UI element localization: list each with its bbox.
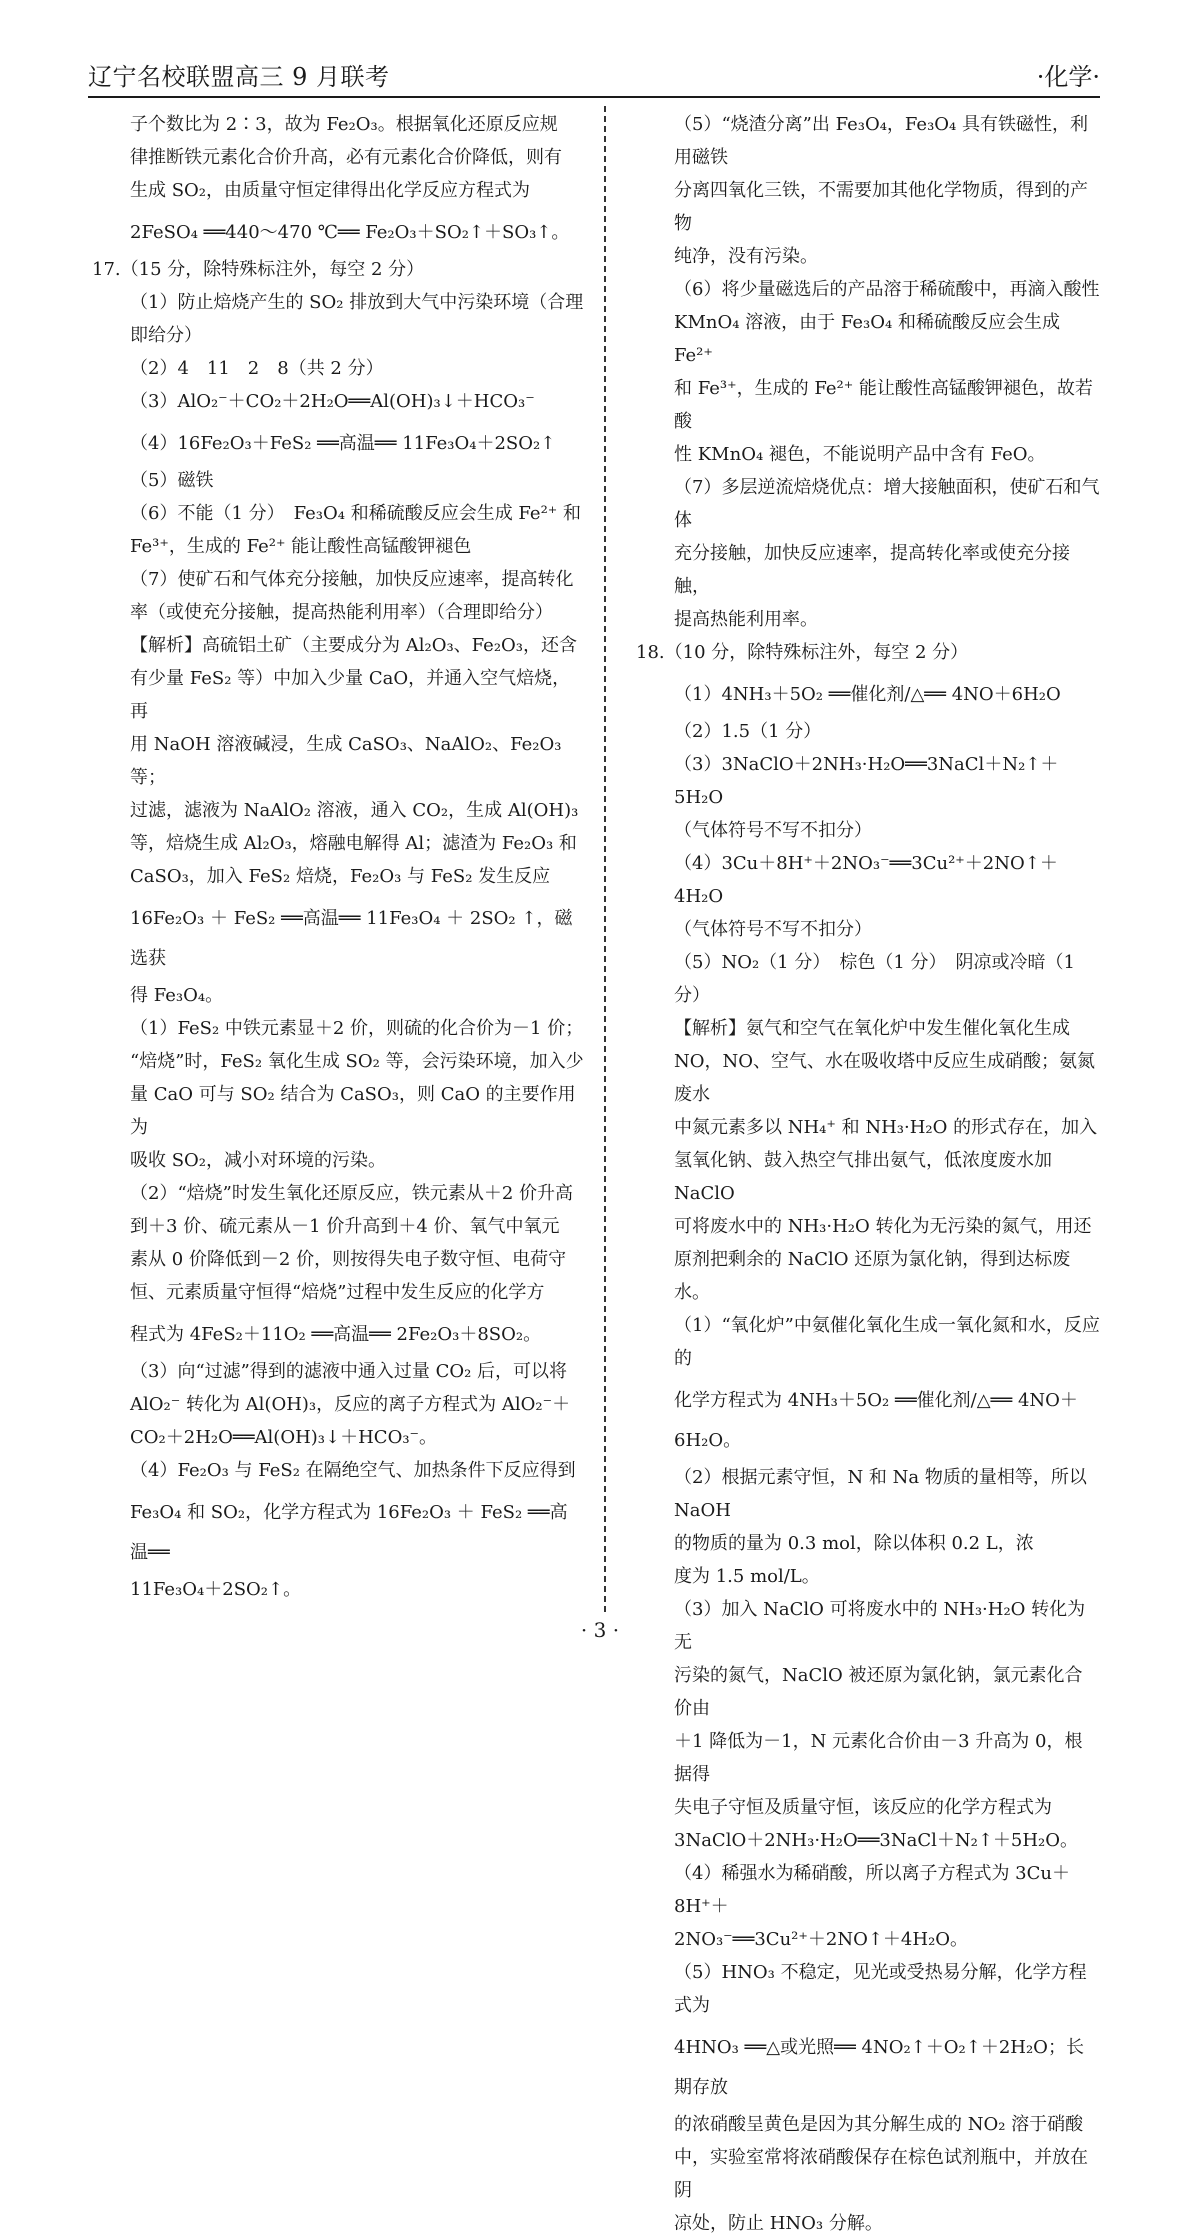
text-line: （4）3Cu＋8H⁺＋2NO₃⁻══3Cu²⁺＋2NO↑＋4H₂O — [674, 853, 1058, 907]
text-line: 【解析】高硫铝土矿（主要成分为 Al₂O₃、Fe₂O₃，还含 — [130, 635, 578, 656]
text-line: 分离四氧化三铁，不需要加其他化学物质，得到的产物 — [674, 180, 1088, 234]
text-line: 2FeSO₄ ══440～470 ℃══ Fe₂O₃＋SO₂↑＋SO₃↑。 — [130, 222, 570, 243]
text-line: 氢氧化钠、鼓入热空气排出氨气，低浓度废水加 NaClO — [674, 1150, 1052, 1204]
text-line: 性 KMnO₄ 褪色，不能说明产品中含有 FeO。 — [674, 444, 1046, 465]
text-line: 即给分） — [130, 325, 202, 346]
text-line: 凉处，防止 HNO₃ 分解。 — [674, 2213, 883, 2234]
left-column — [92, 108, 584, 1606]
header-rule — [88, 96, 1100, 98]
text-line: 11Fe₃O₄＋2SO₂↑。 — [130, 1579, 302, 1600]
text-line: 纯净，没有污染。 — [674, 246, 818, 267]
text-line: （2）4 11 2 8（共 2 分） — [130, 358, 384, 379]
text-line: （3）3NaClO＋2NH₃·H₂O══3NaCl＋N₂↑＋5H₂O — [674, 754, 1059, 808]
text-line: 化学方程式为 4NH₃＋5O₂ ══催化剂/△══ 4NO＋6H₂O。 — [674, 1390, 1078, 1451]
text-line: 率（或使充分接触，提高热能利用率）（合理即给分） — [130, 602, 553, 623]
text-line: （4）16Fe₂O₃＋FeS₂ ══高温══ 11Fe₃O₄＋2SO₂↑ — [130, 433, 556, 454]
text-line: 污染的氮气，NaClO 被还原为氯化钠，氯元素化合价由 — [674, 1665, 1083, 1719]
text-line: CO₂＋2H₂O══Al(OH)₃↓＋HCO₃⁻。 — [130, 1427, 438, 1448]
text-line: （5）HNO₃ 不稳定，见光或受热易分解，化学方程式为 — [674, 1962, 1087, 2016]
text-line: （6）不能（1 分） Fe₃O₄ 和稀硫酸反应会生成 Fe²⁺ 和 — [130, 503, 582, 524]
text-line: 量 CaO 可与 SO₂ 结合为 CaSO₃，则 CaO 的主要作用为 — [130, 1084, 576, 1138]
text-line: 素从 0 价降低到－2 价，则按得失电子数守恒、电荷守 — [130, 1249, 567, 1270]
text-line: ＋1 降低为－1，N 元素化合价由－3 升高为 0，根据得 — [674, 1731, 1083, 1785]
text-line: （6）将少量磁选后的产品溶于稀硫酸中，再滴入酸性 — [674, 279, 1100, 300]
text-line: 原剂把剩余的 NaClO 还原为氯化钠，得到达标废水。 — [674, 1249, 1071, 1303]
text-line: （1）防止焙烧产生的 SO₂ 排放到大气中污染环境（合理 — [130, 292, 584, 313]
text-line: （7）使矿石和气体充分接触，加快反应速率，提高转化 — [130, 569, 574, 590]
text-line: 充分接触，加快反应速率，提高转化率或使充分接触， — [674, 543, 1070, 597]
text-line: AlO₂⁻ 转化为 Al(OH)₃，反应的离子方程式为 AlO₂⁻＋ — [130, 1394, 571, 1415]
text-line: 3NaClO＋2NH₃·H₂O══3NaCl＋N₂↑＋5H₂O。 — [674, 1830, 1079, 1851]
text-line: 可将废水中的 NH₃·H₂O 转化为无污染的氮气，用还 — [674, 1216, 1092, 1237]
text-line: （7）多层逆流焙烧优点：增大接触面积，使矿石和气体 — [674, 477, 1100, 531]
text-line: 中氮元素多以 NH₄⁺ 和 NH₃·H₂O 的形式存在，加入 — [674, 1117, 1098, 1138]
text-line: 用 NaOH 溶液碱浸，生成 CaSO₃、NaAlO₂、Fe₂O₃ 等； — [130, 734, 562, 788]
page-header — [88, 62, 1100, 98]
text-line: （1）“氧化炉”中氨催化氧化生成一氧化氮和水，反应的 — [674, 1315, 1100, 1369]
text-line: 律推断铁元素化合价升高，必有元素化合价降低，则有 — [130, 147, 562, 168]
text-line: （2）“焙烧”时发生氧化还原反应，铁元素从＋2 价升高 — [130, 1183, 574, 1204]
text-line: 【解析】氨气和空气在氧化炉中发生催化氧化生成 — [674, 1018, 1070, 1039]
text-line: （5）“烧渣分离”出 Fe₃O₄，Fe₃O₄ 具有铁磁性，利用磁铁 — [674, 114, 1088, 168]
text-line: Fe³⁺，生成的 Fe²⁺ 能让酸性高锰酸钾褪色 — [130, 536, 472, 557]
text-line: 得 Fe₃O₄。 — [130, 985, 224, 1006]
text-line: 的浓硝酸呈黄色是因为其分解生成的 NO₂ 溶于硝酸 — [674, 2114, 1084, 2135]
column-divider — [604, 106, 606, 1612]
text-line: 到＋3 价、硫元素从－1 价升高到＋4 价、氧气中氧元 — [130, 1216, 560, 1237]
text-line: 度为 1.5 mol/L。 — [674, 1566, 820, 1587]
text-line: 的物质的量为 0.3 mol，除以体积 0.2 L，浓 — [674, 1533, 1034, 1554]
subject-label: ·化学· — [1036, 63, 1100, 91]
text-line: 程式为 4FeS₂＋11O₂ ══高温══ 2Fe₂O₃＋8SO₂。 — [130, 1324, 542, 1345]
text-line: 2NO₃⁻══3Cu²⁺＋2NO↑＋4H₂O。 — [674, 1929, 969, 1950]
text-line: 和 Fe³⁺，生成的 Fe²⁺ 能让酸性高锰酸钾褪色，故若酸 — [674, 378, 1093, 432]
text-line: 17.（15 分，除特殊标注外，每空 2 分） — [92, 259, 425, 280]
text-line: 中，实验室常将浓硝酸保存在棕色试剂瓶中，并放在阴 — [674, 2147, 1088, 2201]
text-line: NO，NO、空气、水在吸收塔中反应生成硝酸；氨氮废水 — [674, 1051, 1096, 1105]
text-line: （气体符号不写不扣分） — [674, 820, 872, 841]
text-line: 有少量 FeS₂ 等）中加入少量 CaO，并通入空气焙烧，再 — [130, 668, 571, 722]
text-line: 生成 SO₂，由质量守恒定律得出化学反应方程式为 — [130, 180, 531, 201]
text-line: “焙烧”时，FeS₂ 氧化生成 SO₂ 等，会污染环境，加入少 — [130, 1051, 584, 1072]
text-line: 过滤，滤液为 NaAlO₂ 溶液，通入 CO₂，生成 Al(OH)₃ — [130, 800, 579, 821]
text-line: 18.（10 分，除特殊标注外，每空 2 分） — [636, 642, 969, 663]
text-line: 提高热能利用率。 — [674, 609, 818, 630]
text-line: KMnO₄ 溶液，由于 Fe₃O₄ 和稀硫酸反应会生成 Fe²⁺ — [674, 312, 1060, 366]
text-line: 失电子守恒及质量守恒，该反应的化学方程式为 — [674, 1797, 1052, 1818]
text-line: 吸收 SO₂，减小对环境的污染。 — [130, 1150, 387, 1171]
text-line: （3）加入 NaClO 可将废水中的 NH₃·H₂O 转化为无 — [674, 1599, 1086, 1653]
right-column — [636, 108, 1100, 2240]
text-line: （4）稀强水为稀硝酸，所以离子方程式为 3Cu＋8H⁺＋ — [674, 1863, 1070, 1917]
text-line: （5）NO₂（1 分） 棕色（1 分） 阴凉或冷暗（1 分） — [674, 952, 1075, 1006]
text-line: （气体符号不写不扣分） — [674, 919, 872, 940]
text-line: （1）4NH₃＋5O₂ ══催化剂/△══ 4NO＋6H₂O — [674, 684, 1061, 705]
text-line: （3）AlO₂⁻＋CO₂＋2H₂O══Al(OH)₃↓＋HCO₃⁻ — [130, 391, 535, 412]
exam-title: 辽宁名校联盟高三 9 月联考 — [88, 63, 390, 91]
text-line: Fe₃O₄ 和 SO₂，化学方程式为 16Fe₂O₃ ＋ FeS₂ ══高温══ — [130, 1502, 568, 1563]
text-line: （2）根据元素守恒，N 和 Na 物质的量相等，所以 NaOH — [674, 1467, 1087, 1521]
text-line: 等，焙烧生成 Al₂O₃，熔融电解得 Al；滤渣为 Fe₂O₃ 和 — [130, 833, 577, 854]
text-line: 子个数比为 2∶3，故为 Fe₂O₃。根据氧化还原反应规 — [130, 114, 558, 135]
text-line: 16Fe₂O₃ ＋ FeS₂ ══高温══ 11Fe₃O₄ ＋ 2SO₂ ↑，磁选获 — [130, 908, 573, 969]
text-line: （4）Fe₂O₃ 与 FeS₂ 在隔绝空气、加热条件下反应得到 — [130, 1460, 576, 1481]
text-line: （2）1.5（1 分） — [674, 721, 822, 742]
text-line: 4HNO₃ ══△或光照══ 4NO₂↑＋O₂↑＋2H₂O；长期存放 — [674, 2037, 1084, 2098]
text-line: （3）向“过滤”得到的滤液中通入过量 CO₂ 后，可以将 — [130, 1361, 568, 1382]
text-line: 恒、元素质量守恒得“焙烧”过程中发生反应的化学方 — [130, 1282, 545, 1303]
text-line: CaSO₃，加入 FeS₂ 焙烧，Fe₂O₃ 与 FeS₂ 发生反应 — [130, 866, 551, 887]
page-number: · 3 · — [580, 1618, 620, 1642]
text-line: （1）FeS₂ 中铁元素显＋2 价，则硫的化合价为－1 价； — [130, 1018, 584, 1039]
text-line: （5）磁铁 — [130, 470, 214, 491]
